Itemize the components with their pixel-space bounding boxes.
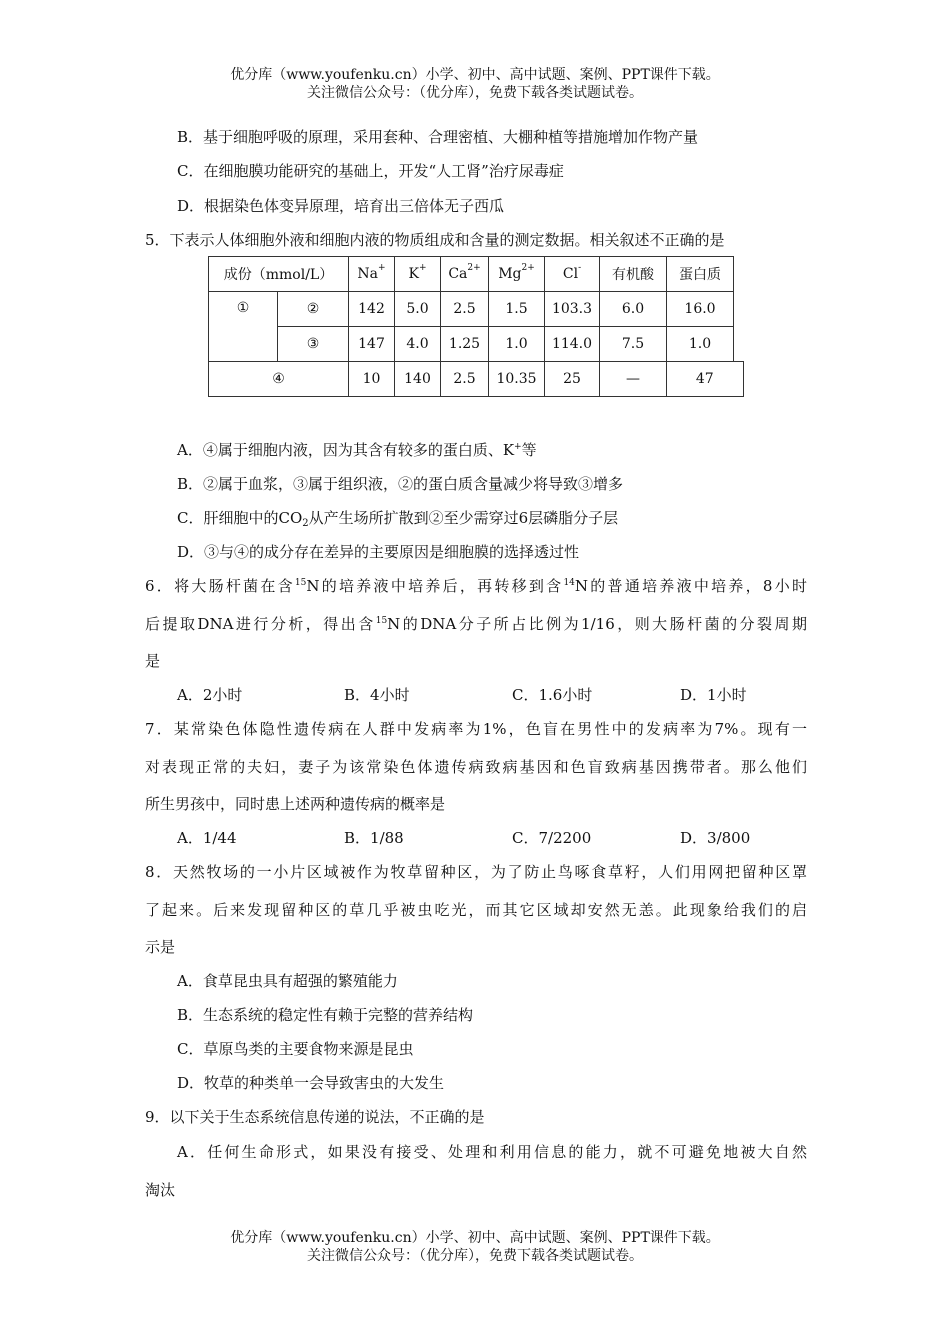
footer-line-1: 优分库（www.youfenku.cn）小学、初中、高中试题、案例、PPT课件下载。 (230, 1230, 720, 1246)
q6-sup-14: 14 (563, 578, 575, 588)
q4-option-b: B．基于细胞呼吸的原理，采用套种、合理密植、大棚种植等措施增加作物产量 (177, 128, 699, 146)
cell-na: 147 (349, 327, 395, 362)
q5-option-c-sub: 2 (302, 518, 309, 529)
q9-option-a-line-2: 淘汰 (145, 1181, 176, 1199)
q7-stem-line-2: 对表现正常的夫妇，妻子为该常染色体遗传病致病基因和色盲致病基因携带者。那么他们 (145, 758, 807, 776)
q8-stem-line-2: 了起来。后来发现留种区的草几乎被虫吃光，而其它区域却安然无恙。此现象给我们的启 (145, 901, 807, 919)
q5-option-a-sup: + (514, 442, 522, 452)
q9-stem: 9．以下关于生态系统信息传递的说法，不正确的是 (145, 1108, 485, 1126)
cell-protein: 1.0 (667, 327, 734, 362)
q5-option-a-text: A．④属于细胞内液，因为其含有较多的蛋白质、K (177, 441, 515, 459)
q8-option-b: B．生态系统的稳定性有赖于完整的营养结构 (177, 1006, 474, 1024)
cell-mg: 1.5 (489, 292, 545, 327)
cell-k: 4.0 (395, 327, 441, 362)
q5-option-c-text: C．肝细胞中的CO (177, 509, 303, 527)
q8-option-d: D．牧草的种类单一会导致害虫的大发生 (177, 1074, 445, 1092)
q6-stem-line-2 (145, 614, 807, 634)
header-ca-sup: 2+ (467, 263, 481, 273)
q6-option-c: C．1.6小时 (512, 686, 593, 704)
q6-text-a: 6．将大肠杆菌在含 (145, 577, 295, 595)
q7-option-d: D．3/800 (680, 829, 751, 847)
q4-option-c: C．在细胞膜功能研究的基础上，开发“人工肾”治疗尿毒症 (177, 162, 564, 180)
cell-na: 10 (349, 362, 395, 397)
q8-stem-line-1: 8．天然牧场的一小片区域被作为牧草留种区，为了防止鸟啄食草籽，人们用网把留种区罩 (145, 863, 807, 881)
q8-option-c: C．草原鸟类的主要食物来源是昆虫 (177, 1040, 414, 1058)
q6-text-d: 后提取DNA进行分析，得出含 (145, 615, 376, 633)
table-spacer (734, 327, 744, 362)
header-k-sup: + (418, 263, 427, 273)
header-ca-text: Ca (448, 266, 468, 282)
table-row (209, 292, 744, 327)
q5-stem: 5．下表示人体细胞外液和细胞内液的物质组成和含量的测定数据。相关叙述不正确的是 (145, 231, 725, 249)
header-k (395, 257, 441, 292)
q5-option-c (177, 508, 618, 531)
table-row (209, 327, 744, 362)
cell-ca: 1.25 (441, 327, 489, 362)
q7-stem-line-3: 所生男孩中，同时患上述两种遗传病的概率是 (145, 795, 446, 813)
header-mg-sup: 2+ (521, 263, 535, 273)
cell-ca: 2.5 (441, 362, 489, 397)
header-mg (489, 257, 545, 292)
row-label-1: ① (209, 292, 278, 362)
q9-option-a-line-1: A．任何生命形式，如果没有接受、处理和利用信息的能力，就不可避免地被大自然 (177, 1143, 807, 1161)
cell-organic-acid: — (600, 362, 667, 397)
q6-text-b: N的培养液中培养后，再转移到含 (306, 577, 564, 595)
q7-option-c: C．7/2200 (512, 829, 592, 847)
q6-stem-line-1 (145, 576, 807, 596)
q8-stem-line-3: 示是 (145, 938, 176, 956)
q5-option-b: B．②属于血浆，③属于组织液，②的蛋白质含量减少将导致③增多 (177, 475, 624, 493)
header-ca (441, 257, 489, 292)
header-line-1: 优分库（www.youfenku.cn）小学、初中、高中试题、案例、PPT课件下载。 (230, 67, 720, 83)
header-na (349, 257, 395, 292)
table-spacer (734, 292, 744, 327)
q6-text-e: N的DNA分子所占比例为1/16，则大肠杆菌的分裂周期 (387, 615, 807, 633)
q5-option-a-tail: 等 (521, 441, 537, 459)
header-na-sup: + (378, 263, 386, 273)
cell-na: 142 (349, 292, 395, 327)
row-label-2: ② (278, 292, 349, 327)
table-header-row (209, 257, 744, 292)
q6-stem-line-3: 是 (145, 652, 161, 670)
q4-option-d: D．根据染色体变异原理，培育出三倍体无子西瓜 (177, 197, 505, 215)
cell-mg: 10.35 (489, 362, 545, 397)
cell-organic-acid: 7.5 (600, 327, 667, 362)
table-spacer (734, 257, 744, 292)
footer-line-2: 关注微信公众号：（优分库），免费下载各类试题试卷。 (307, 1248, 643, 1264)
q5-option-a (177, 440, 537, 460)
header-k-text: K (408, 266, 419, 282)
q7-option-a: A．1/44 (177, 829, 237, 847)
cell-cl: 25 (545, 362, 600, 397)
cell-k: 5.0 (395, 292, 441, 327)
q6-text-c: N的普通培养液中培养，8小时 (574, 577, 807, 595)
header-cl-sup: - (578, 263, 582, 273)
q7-option-b: B．1/88 (344, 829, 404, 847)
cell-protein: 16.0 (667, 292, 734, 327)
header-component: 成份（mmol/L） (209, 257, 349, 292)
header-protein: 蛋白质 (667, 257, 734, 292)
row-label-4: ④ (209, 362, 349, 397)
cell-organic-acid: 6.0 (600, 292, 667, 327)
row-label-3: ③ (278, 327, 349, 362)
q5-data-table (208, 256, 744, 397)
cell-mg: 1.0 (489, 327, 545, 362)
cell-k: 140 (395, 362, 441, 397)
cell-cl: 114.0 (545, 327, 600, 362)
q5-option-d: D．③与④的成分存在差异的主要原因是细胞膜的选择透过性 (177, 543, 580, 561)
header-cl-text: Cl (562, 266, 579, 282)
q6-option-a: A．2小时 (177, 686, 243, 704)
q6-option-b: B．4小时 (344, 686, 410, 704)
header-line-2: 关注微信公众号：（优分库），免费下载各类试题试卷。 (307, 85, 643, 101)
header-organic-acid: 有机酸 (600, 257, 667, 292)
cell-protein: 47 (667, 362, 744, 397)
q8-option-a: A．食草昆虫具有超强的繁殖能力 (177, 972, 398, 990)
header-cl (545, 257, 600, 292)
cell-cl: 103.3 (545, 292, 600, 327)
table-row (209, 362, 744, 397)
q7-stem-line-1: 7．某常染色体隐性遗传病在人群中发病率为1%，色盲在男性中的发病率为7%。现有一 (145, 720, 807, 738)
header-mg-text: Mg (498, 266, 522, 282)
header-na-text: Na (357, 266, 379, 282)
q5-option-c-tail: 从产生场所扩散到②至少需穿过6层磷脂分子层 (308, 509, 619, 527)
q6-option-d: D．1小时 (680, 686, 747, 704)
q6-sup-15b: 15 (375, 616, 388, 626)
cell-ca: 2.5 (441, 292, 489, 327)
q6-sup-15: 15 (294, 578, 307, 588)
